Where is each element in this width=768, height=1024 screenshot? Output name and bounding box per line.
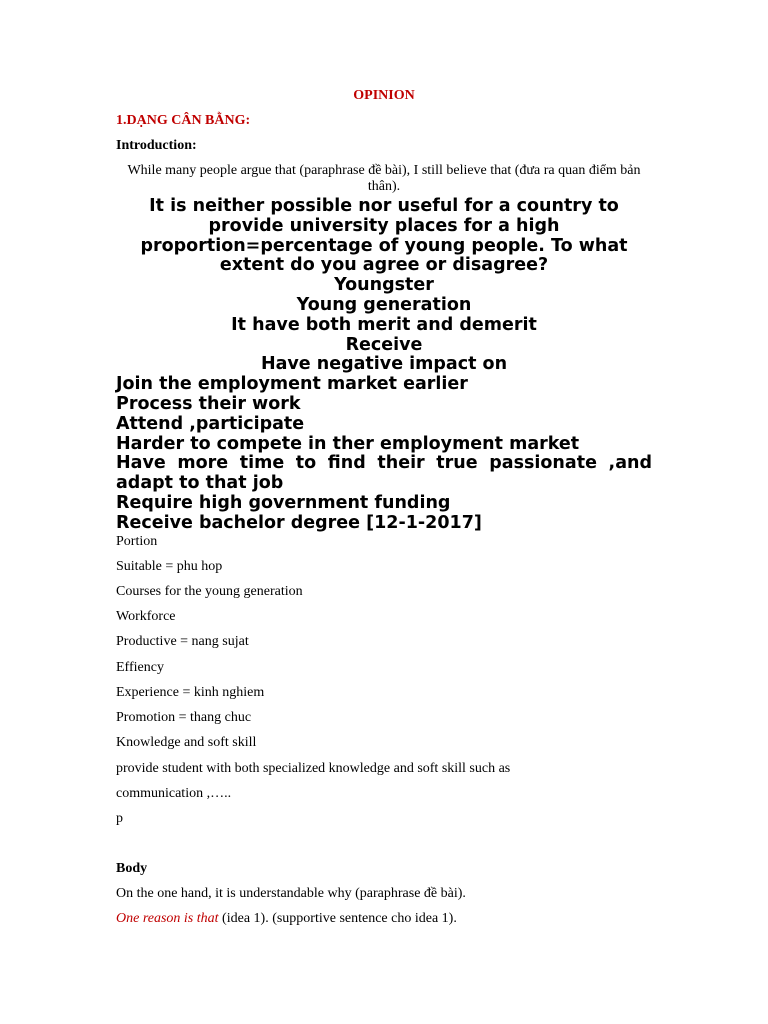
body-line-reason [116, 911, 457, 927]
phrase-harder-compete: Harder to compete in ther employment market [116, 434, 580, 454]
reason-rest-text: (idea 1). (supportive sentence cho idea 1). [218, 911, 457, 926]
vocab-item: Promotion = thang chuc [116, 710, 252, 725]
phrase-youngster: Youngster [334, 275, 434, 295]
introduction-text: While many people argue that (paraphrase đề bài), I still believe that (đưa ra quan điểm bản thân). [127, 163, 641, 194]
phrase-join-employment: Join the employment market earlier [116, 374, 468, 394]
phrase-receive: Receive [345, 335, 423, 355]
phrase-negative-impact: Have negative impact on [260, 354, 508, 374]
vocab-item: Productive = nang sujat [116, 634, 249, 649]
vocab-item: Effiency [116, 660, 164, 675]
section-heading-balanced: 1.DẠNG CÂN BẰNG: [116, 113, 251, 128]
vocab-item: communication ,….. [116, 786, 232, 801]
body-label: Body [116, 861, 148, 876]
vocab-item: Knowledge and soft skill [116, 735, 257, 750]
reason-lead-phrase: One reason is that [116, 911, 219, 926]
phrase-attend: Attend ,participate [116, 414, 305, 434]
vocab-item: Suitable = phu hop [116, 559, 223, 574]
introduction-label: Introduction: [116, 138, 197, 153]
vocab-item: Courses for the young generation [116, 584, 303, 599]
phrase-process-work: Process their work [116, 394, 301, 414]
essay-question: It is neither possible nor useful for a country to provide university places for a high proportion=percentage of young people. To what extent do you agree or disagree? [140, 196, 628, 276]
phrase-young-generation: Young generation [296, 295, 472, 315]
phrase-government-funding: Require high government funding [116, 493, 451, 513]
vocab-item: Workforce [116, 609, 176, 624]
body-line-paraphrase: On the one hand, it is understandable why (paraphrase đề bài). [116, 886, 466, 901]
phrase-bachelor-degree: Receive bachelor degree [12-1-2017] [116, 513, 482, 533]
vocab-item: p [116, 811, 123, 826]
vocab-item: Portion [116, 534, 158, 549]
phrase-more-time: Have more time to find their true passionate ,and adapt to that job [116, 453, 652, 493]
document-title: OPINION [353, 88, 415, 103]
vocab-item: Experience = kinh nghiem [116, 685, 265, 700]
vocab-item: provide student with both specialized knowledge and soft skill such as [116, 761, 511, 776]
phrase-merit-demerit: It have both merit and demerit [231, 315, 537, 335]
